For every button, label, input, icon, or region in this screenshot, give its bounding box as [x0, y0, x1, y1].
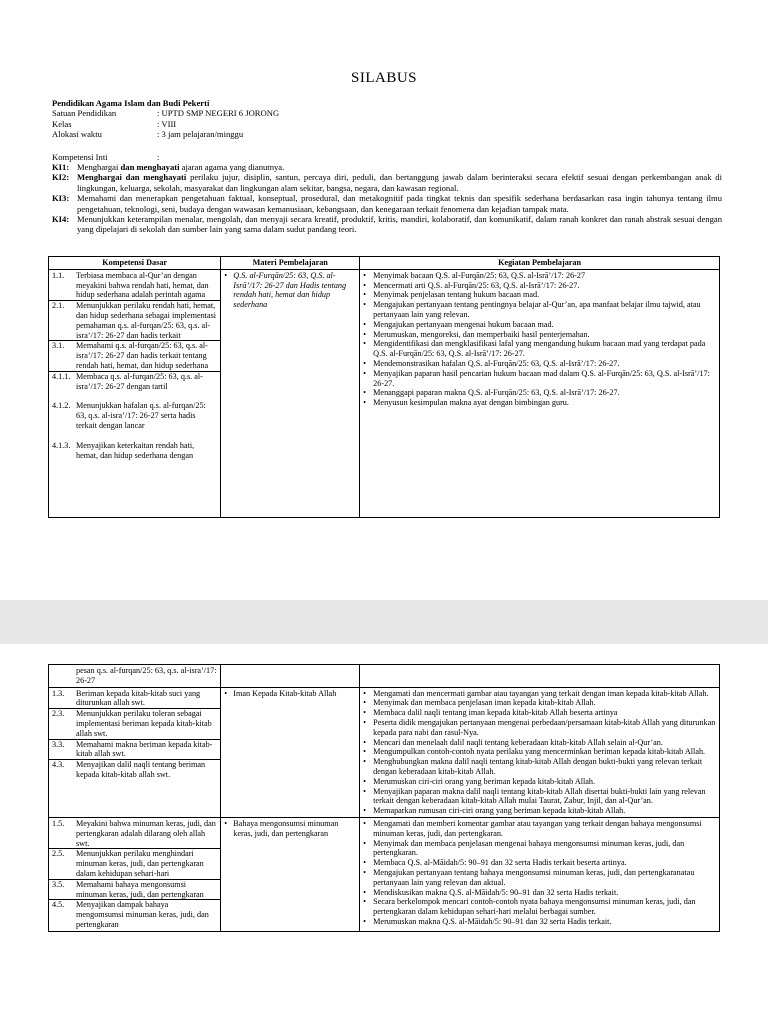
- header-kegiatan: Kegiatan Pembelajaran: [360, 257, 720, 270]
- kd-number: 2.1.: [52, 301, 65, 311]
- kegiatan-list: [363, 819, 716, 927]
- kegiatan-item: • Mengajukan pertanyaan mengenai hukum bacaan mad.: [363, 320, 716, 330]
- kegiatan-item: • Merumuskan ciri-ciri orang yang beriman kepada kitab-kitab Allah.: [363, 777, 716, 787]
- kd-item: [52, 301, 217, 340]
- meta-row: [52, 108, 722, 118]
- subject-name: Pendidikan Agama Islam dan Budi Pekerti: [52, 98, 210, 108]
- kegiatan-item: • Menanggapi paparan makna Q.S. al-Furqān/25: 63, Q.S. al-Isrā’/17: 26-27.: [363, 388, 716, 398]
- kd-item: [52, 849, 217, 878]
- kd-item: [52, 709, 217, 738]
- kd-item: [52, 401, 217, 430]
- document-title: SILABUS: [350, 70, 417, 86]
- header-kompetensi-dasar: Kompetensi Dasar: [49, 257, 221, 270]
- kd-item: [52, 341, 217, 370]
- kegiatan-item: • Mengumpulkan contoh-contoh nyata perilaku yang mencerminkan beriman kepada kitab-kitab Allah.: [363, 747, 716, 757]
- kegiatan-item: • Merumuskan makna Q.S. al-Māidah/5: 90–91 dan 32 serta Hadis terkait.: [363, 917, 716, 927]
- kd-number: 4.3.: [52, 760, 65, 770]
- materi-text: Bahaya mengonsumsi minuman keras, judi, dan pertengkaran: [233, 818, 339, 838]
- silabus-table-page-2: [48, 664, 720, 932]
- document-page-2: [0, 644, 768, 1024]
- kegiatan-cell: [360, 817, 720, 931]
- kegiatan-item: • Mengidentifikasi dan mengklasifikasi lafal yang mengandung hukum bacaan mad yang terdapat pada Q.S. al-Furqān/25: 63, Q.S. al-Isrā’/17: 26-27.: [363, 339, 716, 359]
- kegiatan-list: [363, 271, 716, 408]
- ki-list: [52, 162, 722, 235]
- kd-item: [52, 689, 217, 709]
- empty-cell: [360, 665, 720, 688]
- kd-cell: [49, 687, 221, 817]
- kegiatan-item: • Mengamati dan memberi komentar gambar atau tayangan yang terkait dengan bahaya mengonsumsi minuman keras, judi, dan pertengkaran.: [363, 819, 716, 839]
- ki-code: KI2:: [52, 172, 70, 183]
- table-row: [49, 269, 720, 517]
- kd-item: [52, 880, 217, 900]
- kegiatan-item: • Membaca dalil naqli tentang iman kepada kitab-kitab Allah beserta artinya: [363, 708, 716, 718]
- kd-number: 4.1.2.: [52, 401, 71, 411]
- kd-item: [52, 441, 217, 461]
- kd-text: Menunjukkan perilaku toleran sebagai implementasi beriman kepada kitab-kitab allah swt.: [76, 709, 212, 738]
- kegiatan-item: • Mengajukan pertanyaan tentang bahaya mengonsumsi minuman keras, judi, dan pertengkaranatau pertanyaan lain yang relevan dan aktual.: [363, 868, 716, 888]
- ki-colon: :: [157, 151, 160, 162]
- kegiatan-item: • Mendemonstrasikan hafalan Q.S. al-Furqān/25: 63, Q.S. al-Isrā’/17: 26-27.: [363, 359, 716, 369]
- kd-number: 1.3.: [52, 688, 65, 698]
- ki-text: Menghargai dan menghayati perilaku jujur, disiplin, santun, percaya diri, peduli, dan bertanggung jawab dalam berinteraksi secara efektif sesuai dengan perkembangan anak di lingkungan, keluarga, sekolah, masyarakat dan lingkungan alam sekitar, bangsa, negara, dan kawasan regional.: [77, 172, 722, 193]
- ki-heading: [52, 152, 722, 162]
- table-row: [49, 665, 720, 688]
- meta-key: Kelas: [52, 118, 72, 129]
- table-row: [49, 817, 720, 931]
- ki-label: Kompetensi Inti: [52, 151, 108, 162]
- kegiatan-item: • Menyimak dan membaca penjelasan iman kepada kitab-kitab Allah.: [363, 698, 716, 708]
- kegiatan-item: • Secara berkelompok mencari contoh-contoh nyata bahaya mengonsumsi minuman keras, judi, dan pertengkaran dalam kehidupan sehari-hari melalui berbagai sumber.: [363, 897, 716, 917]
- header-materi: Materi Pembelajaran: [221, 257, 360, 270]
- kd-item: [52, 760, 217, 780]
- kegiatan-item: • Membaca Q.S. al-Māidah/5: 90–91 dan 32 serta Hadis terkait beserta artinya.: [363, 858, 716, 868]
- kegiatan-item: • Mencermati arti Q.S. al-Furqān/25: 63, Q.S. al-Isrā’/17: 26-27.: [363, 281, 716, 291]
- kegiatan-item: • Mengajukan pertanyaan tentang pentingnya belajar al-Qur’an, apa manfaat belajar ilmu tajwid, atau pertanyaan lain yang relevan.: [363, 300, 716, 320]
- kd-item: [52, 372, 217, 392]
- kegiatan-item: • Mendiskusikan makna Q.S. al-Māidah/5: 90–91 dan 32 serta Hadis terkait.: [363, 888, 716, 898]
- kegiatan-item: • Menyusun kesimpulan makna ayat dengan bimbingan guru.: [363, 398, 716, 408]
- kegiatan-item: • Merumuskan, mengoreksi, dan memperbaiki hasil penterjemahan.: [363, 330, 716, 340]
- ki-item: [52, 214, 722, 235]
- meta-value: : VIII: [157, 118, 177, 129]
- kd-number: 1.1.: [52, 270, 65, 280]
- kd-text: Membaca q.s. al-furqan/25: 63, q.s. al-isra’/17: 26-27 dengan tartil: [76, 371, 203, 391]
- kd-number: 2.5.: [52, 849, 65, 859]
- kd-text: Menunjukkan perilaku menghindari minuman keras, judi, dan pertengkaran dalam kehidupan sehari-hari: [76, 849, 204, 878]
- kegiatan-item: • Menyimak dan membaca penjelasan mengenai bahaya mengonsumsi minuman keras, judi, dan pertengkaran.: [363, 839, 716, 859]
- kd-number: 4.1.3.: [52, 440, 71, 450]
- kd-continuation-cell: [49, 665, 221, 688]
- kd-item: [52, 819, 217, 848]
- meta-row: [52, 129, 722, 139]
- meta-key: Satuan Pendidikan: [52, 108, 117, 119]
- kegiatan-item: • Menyimak bacaan Q.S. al-Furqān/25: 63, Q.S. al-Isrā’/17: 26-27: [363, 271, 716, 281]
- kd-text: Memahami q.s. al-furqan/25: 63, q.s. al-isra’/17: 26-27 dan hadis terkait tentang rendah hati, hemat, dan hidup sederhana: [76, 341, 209, 370]
- ki-code: KI1:: [52, 162, 70, 173]
- kegiatan-item: • Memaparkan rumusan ciri-ciri orang yang beriman kepada kitab-kitab Allah.: [363, 806, 716, 816]
- kegiatan-item: • Mencari dan menelaah dalil naqli tentang keberadaan kitab-kitab Allah selain al-Qur’an.: [363, 738, 716, 748]
- ki-text: Menunjukkan keterampilan menalar, mengolah, dan menyaji secara kreatif, produktif, kritis, mandiri, kolaboratif, dan komunikatif, dalam ranah konkret dan ranah abstrak sesuai dengan yang dipelajari di sekolah dan sumber lain yang sama dalam sudut pandang teori.: [77, 214, 722, 235]
- kd-text: Terbiasa membaca al-Qur’an dengan meyakini bahwa rendah hati, hemat, dan hidup sederhana adalah perintah agama: [76, 270, 209, 300]
- kd-number: 1.5.: [52, 818, 65, 828]
- kegiatan-item: • Menyajikan paparan makna dalil naqli tentang kitab-kitab Allah disertai bukti-bukti lain yang relevan terkait dengan keberadaan kitab-kitab Allah mulai Taurat, Zabur, Injil, dan al-Qur’an.: [363, 787, 716, 807]
- silabus-table-page-1: [48, 256, 720, 518]
- meta-value: : 3 jam pelajaran/minggu: [157, 129, 244, 140]
- materi-text: Iman Kepada Kitab-kitab Allah: [233, 688, 337, 698]
- table-header-row: [49, 257, 720, 270]
- kd-item: [52, 271, 217, 300]
- kd-text: Memahami makna beriman kepada kitab-kitab allah swt.: [76, 739, 213, 759]
- ki-text: Menghargai dan menghayati ajaran agama yang dianutnya.: [77, 162, 285, 173]
- kd-text: Menunjukkan perilaku rendah hati, hemat, dan hidup sederhana sebagai implementasi pemahaman q.s. al-furqan/25: 63, q.s. al- isra’/17: 26-27 dan hadis terkait: [76, 301, 217, 340]
- kegiatan-cell: [360, 687, 720, 817]
- ki-code: KI3:: [52, 193, 70, 204]
- kd-text: Menunjukkan hafalan q.s. al-furqan/25: 63, q.s. al-isra’/17: 26-27 serta hadis terkait dengan lancar: [76, 401, 206, 430]
- meta-key: Alokasi waktu: [52, 129, 102, 140]
- kd-text: Meyakini bahwa minuman keras, judi, dan pertengkaran adalah dilarang oleh allah swt.: [76, 818, 216, 848]
- materi-text: Q.S. al-Furqān/25: 63, Q.S. al-Isrā’/17: 26-27 dan Hadis tentang rendah hati, hemat dan hidup sederhana: [233, 270, 347, 310]
- kd-text: Menyajikan keterkaitan rendah hati, hemat, dan hidup sederhana dengan: [76, 440, 195, 460]
- kd-cell: [49, 817, 221, 931]
- kd-number: 3.5.: [52, 879, 65, 889]
- kegiatan-item: • Menyajikan paparan hasil pencarian hukum bacaan mad dalam Q.S. al-Furqān/25: 63, Q.S. al-Isrā’/17: 26-27.: [363, 369, 716, 389]
- kd-number: 2.3.: [52, 709, 65, 719]
- kegiatan-cell: [360, 269, 720, 517]
- empty-cell: [221, 665, 360, 688]
- kd-number: 3.3.: [52, 739, 65, 749]
- meta-row: [52, 119, 722, 129]
- kd-text: Menyajikan dalil naqli tentang beriman kepada kitab-kitab allah swt.: [76, 760, 206, 779]
- kd-item: [52, 900, 217, 929]
- kd-text: Menyajikan dampak bahaya mengomsumsi minuman keras, judi, dan pertengkaran: [76, 900, 209, 929]
- ki-code: KI4:: [52, 214, 70, 225]
- kegiatan-item: • Mengamati dan mencermati gambar atau tayangan yang terkait dengan iman kepada kitab-kitab Allah.: [363, 689, 716, 699]
- kd-number: 4.1.1.: [52, 371, 71, 381]
- ki-text: Memahami dan menerapkan pengetahuan faktual, konseptual, prosedural, dan metakognitif pada tingkat teknis dan spesifik sederhana berdasarkan rasa ingin tahunya tentang ilmu pengetahuan, teknologi, seni, budaya dengan wawasan kemanusiaan, kebangsaan, dan kenegaraan terkait fenomena dan kejadian tampak mata.: [77, 193, 722, 214]
- ki-item: [52, 193, 722, 214]
- kd-text: Beriman kepada kitab-kitab suci yang diturunkan allah swt.: [76, 688, 201, 708]
- kd-item: [52, 740, 217, 760]
- kegiatan-list: [363, 689, 716, 816]
- materi-cell: • Q.S. al-Furqān/25: 63, Q.S. al-Isrā’/17: 26-27 dan Hadis tentang rendah hati, hemat dan hidup sederhana: [221, 269, 360, 517]
- kd-number: 3.1.: [52, 341, 65, 351]
- kd-cell: [49, 269, 221, 517]
- kd-number: 4.5.: [52, 900, 65, 910]
- meta-value: : UPTD SMP NEGERI 6 JORONG: [157, 108, 280, 119]
- kegiatan-item: • Menghubungkan makna dalil naqli tentang kitab-kitab Allah dengan bukti-bukti yang relevan terkait dengan keberadaan kitab-kitab Allah.: [363, 757, 716, 777]
- materi-cell: • Iman Kepada Kitab-kitab Allah: [221, 687, 360, 817]
- kd-text: Memahami bahaya mengonsumsi minuman keras, judi, dan pertengkaran: [76, 879, 204, 899]
- document-header: [52, 98, 722, 235]
- kd-continuation-text: pesan q.s. al-furqan/25: 63, q.s. al-isra’/17: 26-27: [76, 666, 217, 685]
- materi-cell: • Bahaya mengonsumsi minuman keras, judi, dan pertengkaran: [221, 817, 360, 931]
- ki-item: [52, 172, 722, 193]
- ki-item: [52, 162, 722, 172]
- kegiatan-item: • Menyimak penjelasan tentang hukum bacaan mad.: [363, 290, 716, 300]
- table-row: [49, 687, 720, 817]
- kegiatan-item: • Peserta didik mengajukan pertanyaan mengenai perbedaan/persamaan kitab-kitab Allah yang diturunkan kepada para nabi dan rasul-Nya.: [363, 718, 716, 738]
